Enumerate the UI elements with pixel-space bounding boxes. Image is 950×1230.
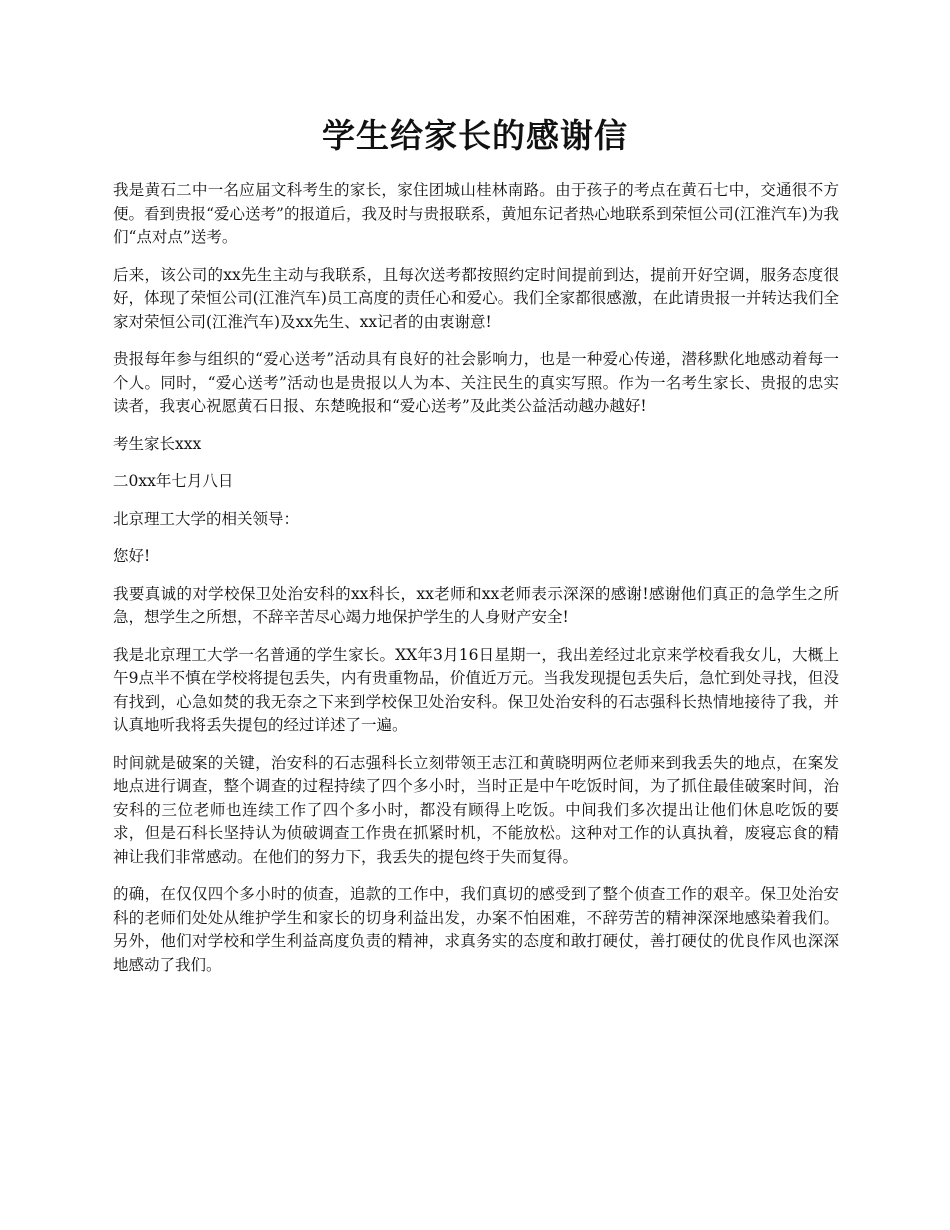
paragraph: 我要真诚的对学校保卫处治安科的xx科长，xx老师和xx老师表示深深的感谢!感谢他们真正的急学生之所急，想学生之所想，不辞辛苦尽心竭力地保护学生的人身财产安全! [113,584,839,626]
document-body [113,179,839,991]
greeting: 您好! [113,547,151,565]
paragraph: 的确，在仅仅四个多小时的侦查，追款的工作中，我们真切的感受到了整个侦查工作的艰辛。保卫处治安科的老师们处处从维护学生和家长的切身利益出发，办案不怕困难，不辞劳苦的精神深深地感染着我们。另外，他们对学校和学生利益高度负责的精神，求真务实的态度和敢打硬仗，善打硬仗的优良作风也深深地感动了我们。 [113,885,839,974]
date-line: 二0xx年七月八日 [113,472,234,490]
salutation: 北京理工大学的相关领导： [113,509,300,528]
document-title: 学生给家长的感谢信 [322,116,628,155]
paragraph: 后来，该公司的xx先生主动与我联系，且每次送考都按照约定时间提前到达，提前开好空调，服务态度很好，体现了荣恒公司(江淮汽车)员工高度的责任心和爱心。我们全家都很感激，在此请贵报一并转达我们全家对荣恒公司(江淮汽车)及xx先生、xx记者的由衷谢意! [113,265,839,331]
paragraph: 时间就是破案的关键，治安科的石志强科长立刻带领王志江和黄晓明两位老师来到我丢失的地点，在案发地点进行调查，整个调查的过程持续了四个多小时，当时正是中午吃饭时间，为了抓住最佳破案时间，治安科的三位老师也连续工作了四个多小时，都没有顾得上吃饭。中间我们多次提出让他们休息吃饭的要求，但是石科长坚持认为侦破调查工作贵在抓紧时机，不能放松。这种对工作的认真执着，废寝忘食的精神让我们非常感动。在他们的努力下，我丢失的提包终于失而复得。 [113,753,839,866]
paragraph: 我是黄石二中一名应届文科考生的家长，家住团城山桂林南路。由于孩子的考点在黄石七中，交通很不方便。看到贵报“爱心送考”的报道后，我及时与贵报联系，黄旭东记者热心地联系到荣恒公司(江淮汽车)为我们“点对点”送考。 [113,181,839,246]
paragraph: 我是北京理工大学一名普通的学生家长。XX年3月16日星期一，我出差经过北京来学校看我女儿，大概上午9点半不慎在学校将提包丢失，内有贵重物品，价值近万元。当我发现提包丢失后，急忙到处寻找，但没有找到，心急如焚的我无奈之下来到学校保卫处治安科。保卫处治安科的石志强科长热情地接待了我，并认真地听我将丢失提包的经过详述了一遍。 [113,645,839,734]
paragraph: 贵报每年参与组织的“爱心送考”活动具有良好的社会影响力，也是一种爱心传递，潜移默化地感动着每一个人。同时，“爱心送考”活动也是贵报以人为本、关注民生的真实写照。作为一名考生家长、贵报的忠实读者，我衷心祝愿黄石日报、东楚晚报和“爱心送考”及此类公益活动越办越好! [113,350,839,415]
signature-line: 考生家长xxx [113,434,202,453]
